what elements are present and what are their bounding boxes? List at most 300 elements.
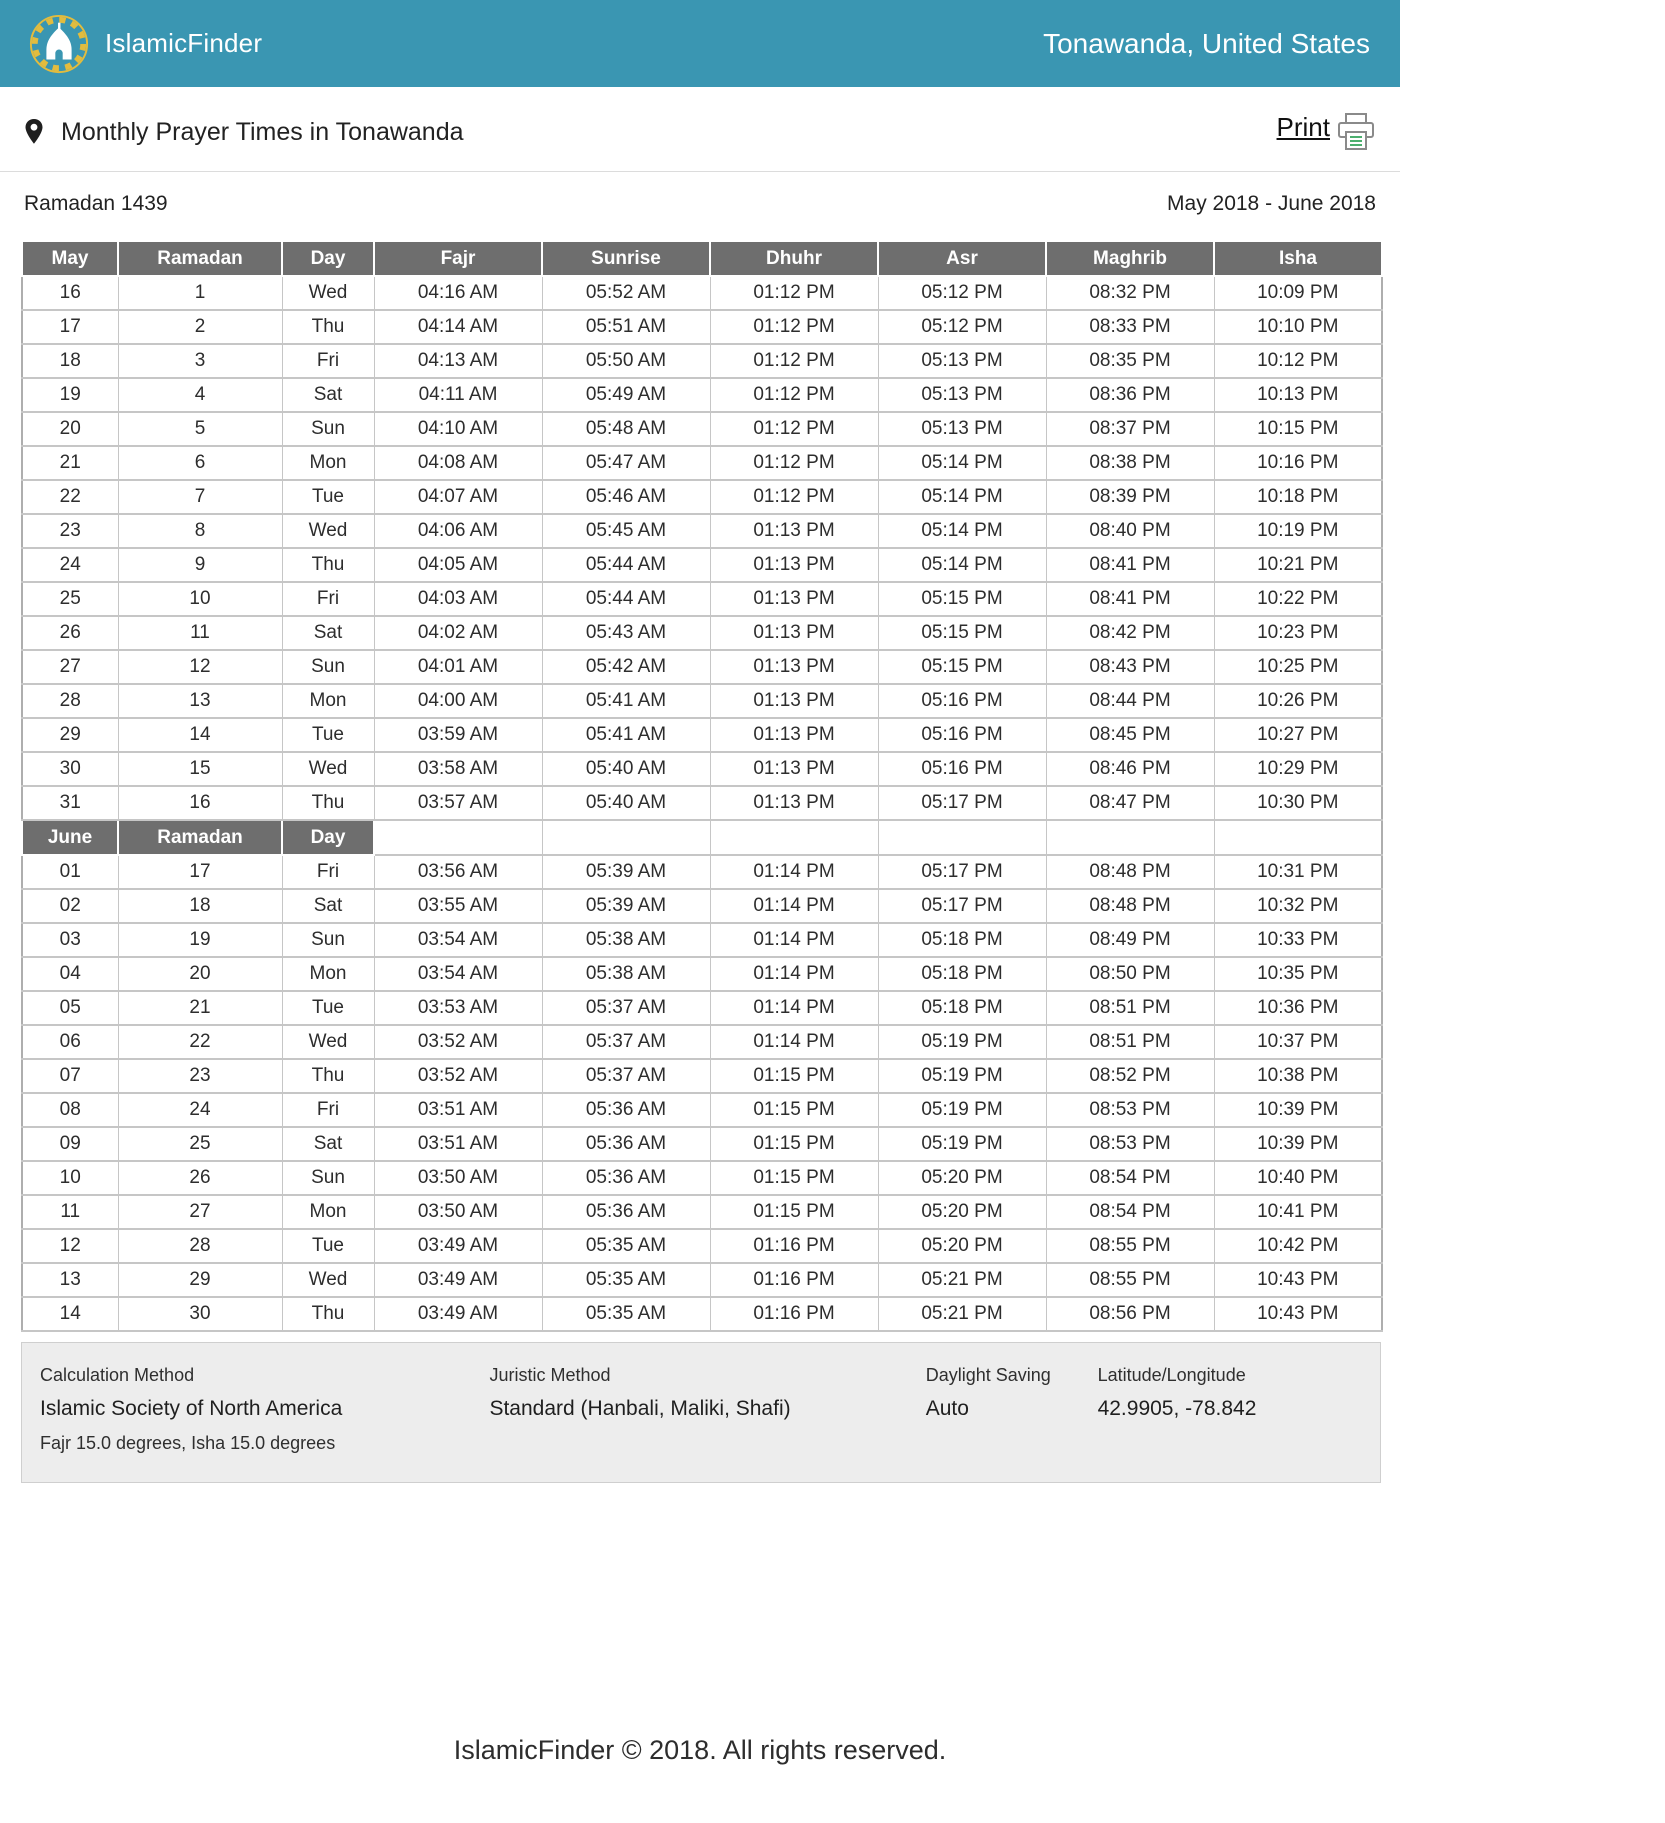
prayer-time-cell: 22	[22, 480, 118, 514]
prayer-time-cell: Mon	[282, 957, 374, 991]
table-row	[22, 991, 1382, 1025]
prayer-time-cell: 18	[118, 889, 282, 923]
prayer-time-cell: 04:00 AM	[374, 684, 542, 718]
prayer-time-cell: 07	[22, 1059, 118, 1093]
column-header: Ramadan	[118, 241, 282, 276]
prayer-time-cell: 01:14 PM	[710, 923, 878, 957]
prayer-time-cell: 05:35 AM	[542, 1297, 710, 1331]
table-row	[22, 855, 1382, 889]
prayer-time-cell: 08:55 PM	[1046, 1229, 1214, 1263]
table-row	[22, 718, 1382, 752]
mosque-ornament-icon	[28, 13, 90, 75]
prayer-time-cell: 08:37 PM	[1046, 412, 1214, 446]
prayer-time-cell: Wed	[282, 276, 374, 310]
prayer-time-cell: 04	[22, 957, 118, 991]
prayer-time-cell: 30	[118, 1297, 282, 1331]
prayer-time-cell: 13	[22, 1263, 118, 1297]
prayer-time-cell: 05:43 AM	[542, 616, 710, 650]
table-row	[22, 1297, 1382, 1331]
prayer-time-cell: 01:13 PM	[710, 752, 878, 786]
daylight-saving-value: Auto	[925, 1397, 969, 1420]
prayer-time-cell: Sat	[282, 1127, 374, 1161]
prayer-time-cell: Fri	[282, 1093, 374, 1127]
prayer-time-cell: 01:15 PM	[710, 1127, 878, 1161]
prayer-time-cell: 01:13 PM	[710, 514, 878, 548]
prayer-time-cell: 05:21 PM	[878, 1297, 1046, 1331]
empty-header-cell	[710, 820, 878, 855]
prayer-time-cell: 05:36 AM	[542, 1093, 710, 1127]
subheader-row	[0, 192, 1400, 216]
prayer-time-cell: 10	[22, 1161, 118, 1195]
table-row	[22, 378, 1382, 412]
prayer-time-cell: 03:50 AM	[374, 1161, 542, 1195]
column-header: Isha	[1214, 241, 1382, 276]
prayer-time-cell: 05:19 PM	[878, 1093, 1046, 1127]
prayer-time-cell: 03:54 AM	[374, 923, 542, 957]
table-row	[22, 1093, 1382, 1127]
prayer-time-cell: 10:36 PM	[1214, 991, 1382, 1025]
latlong-block	[1098, 1365, 1362, 1454]
calculation-method-value: Islamic Society of North America	[40, 1397, 343, 1420]
prayer-time-cell: 05:44 AM	[542, 548, 710, 582]
table-row	[22, 1127, 1382, 1161]
prayer-time-cell: 08:44 PM	[1046, 684, 1214, 718]
prayer-time-cell: 21	[118, 991, 282, 1025]
copyright-text: IslamicFinder © 2018. All rights reserved.	[453, 1735, 947, 1765]
prayer-time-cell: 06	[22, 1025, 118, 1059]
prayer-time-cell: 08:52 PM	[1046, 1059, 1214, 1093]
prayer-time-cell: 20	[118, 957, 282, 991]
prayer-time-cell: 05:15 PM	[878, 650, 1046, 684]
prayer-time-cell: 10:22 PM	[1214, 582, 1382, 616]
prayer-time-cell: 08:32 PM	[1046, 276, 1214, 310]
prayer-time-cell: 04:13 AM	[374, 344, 542, 378]
prayer-time-cell: 05:39 AM	[542, 889, 710, 923]
prayer-time-cell: 10:38 PM	[1214, 1059, 1382, 1093]
table-header-row	[22, 820, 1382, 855]
prayer-time-cell: 03:49 AM	[374, 1263, 542, 1297]
prayer-time-cell: 05:12 PM	[878, 276, 1046, 310]
prayer-time-cell: 04:06 AM	[374, 514, 542, 548]
column-header: Fajr	[374, 241, 542, 276]
prayer-time-cell: 01:12 PM	[710, 412, 878, 446]
prayer-time-cell: 05:12 PM	[878, 310, 1046, 344]
prayer-time-cell: 08:54 PM	[1046, 1195, 1214, 1229]
prayer-time-cell: 01:14 PM	[710, 889, 878, 923]
prayer-time-cell: 3	[118, 344, 282, 378]
prayer-time-cell: 10:33 PM	[1214, 923, 1382, 957]
prayer-time-cell: 08:38 PM	[1046, 446, 1214, 480]
prayer-time-cell: 01:16 PM	[710, 1297, 878, 1331]
prayer-time-cell: 10:43 PM	[1214, 1297, 1382, 1331]
prayer-time-cell: 05:50 AM	[542, 344, 710, 378]
prayer-time-cell: 26	[22, 616, 118, 650]
prayer-time-cell: 01:15 PM	[710, 1195, 878, 1229]
prayer-time-cell: 05:41 AM	[542, 684, 710, 718]
prayer-time-cell: 28	[118, 1229, 282, 1263]
calculation-method-block	[40, 1365, 489, 1454]
prayer-time-cell: 10:09 PM	[1214, 276, 1382, 310]
prayer-time-cell: 23	[118, 1059, 282, 1093]
prayer-time-cell: 05:51 AM	[542, 310, 710, 344]
prayer-time-cell: 10:10 PM	[1214, 310, 1382, 344]
prayer-time-cell: 08:54 PM	[1046, 1161, 1214, 1195]
prayer-time-cell: 03:57 AM	[374, 786, 542, 820]
prayer-time-cell: 03:55 AM	[374, 889, 542, 923]
prayer-time-cell: 05:40 AM	[542, 786, 710, 820]
prayer-time-cell: 10:39 PM	[1214, 1127, 1382, 1161]
prayer-time-cell: 03:49 AM	[374, 1297, 542, 1331]
column-header: June	[22, 820, 118, 855]
daylight-saving-block	[926, 1365, 1098, 1454]
prayer-time-cell: 10:16 PM	[1214, 446, 1382, 480]
prayer-time-cell: 31	[22, 786, 118, 820]
prayer-time-cell: 5	[118, 412, 282, 446]
prayer-time-cell: 03:58 AM	[374, 752, 542, 786]
prayer-time-cell: 05:37 AM	[542, 1025, 710, 1059]
prayer-time-cell: Thu	[282, 1297, 374, 1331]
table-row	[22, 548, 1382, 582]
prayer-time-cell: 7	[118, 480, 282, 514]
prayer-time-cell: 19	[118, 923, 282, 957]
prayer-time-cell: 10	[118, 582, 282, 616]
prayer-time-cell: 25	[118, 1127, 282, 1161]
prayer-time-cell: 05:35 AM	[542, 1263, 710, 1297]
prayer-time-cell: 04:03 AM	[374, 582, 542, 616]
prayer-time-cell: 10:23 PM	[1214, 616, 1382, 650]
prayer-time-cell: 22	[118, 1025, 282, 1059]
prayer-time-cell: 05:16 PM	[878, 684, 1046, 718]
prayer-time-cell: 05:52 AM	[542, 276, 710, 310]
prayer-time-cell: 25	[22, 582, 118, 616]
table-row	[22, 480, 1382, 514]
prayer-time-cell: 05:47 AM	[542, 446, 710, 480]
prayer-time-cell: 10:42 PM	[1214, 1229, 1382, 1263]
prayer-time-cell: 08:51 PM	[1046, 1025, 1214, 1059]
prayer-time-cell: 10:26 PM	[1214, 684, 1382, 718]
prayer-time-cell: 17	[22, 310, 118, 344]
table-row	[22, 1059, 1382, 1093]
column-header: Sunrise	[542, 241, 710, 276]
calculation-method-label: Calculation Method	[40, 1365, 195, 1385]
prayer-time-cell: 03:54 AM	[374, 957, 542, 991]
title-row	[0, 109, 1400, 155]
table-row	[22, 514, 1382, 548]
table-row	[22, 684, 1382, 718]
prayer-time-cell: 05:18 PM	[878, 923, 1046, 957]
prayer-time-cell: 2	[118, 310, 282, 344]
prayer-time-cell: 05:13 PM	[878, 412, 1046, 446]
prayer-time-cell: 03:59 AM	[374, 718, 542, 752]
prayer-time-cell: 13	[118, 684, 282, 718]
table-row	[22, 889, 1382, 923]
latlong-value: 42.9905, -78.842	[1097, 1397, 1257, 1420]
prayer-time-cell: 28	[22, 684, 118, 718]
prayer-time-cell: 01:12 PM	[710, 446, 878, 480]
table-row	[22, 1263, 1382, 1297]
prayer-time-cell: 01:13 PM	[710, 548, 878, 582]
prayer-time-cell: 10:29 PM	[1214, 752, 1382, 786]
prayer-time-cell: 04:05 AM	[374, 548, 542, 582]
print-button[interactable]	[1277, 112, 1376, 152]
prayer-time-cell: 05:18 PM	[878, 957, 1046, 991]
prayer-time-cell: Mon	[282, 446, 374, 480]
prayer-time-cell: 08:35 PM	[1046, 344, 1214, 378]
table-row	[22, 752, 1382, 786]
empty-header-cell	[1046, 820, 1214, 855]
prayer-time-cell: 8	[118, 514, 282, 548]
prayer-time-cell: Wed	[282, 752, 374, 786]
brand-logo[interactable]	[28, 13, 262, 75]
prayer-time-cell: 03:50 AM	[374, 1195, 542, 1229]
prayer-time-cell: 04:11 AM	[374, 378, 542, 412]
print-label[interactable]: Print	[1276, 112, 1330, 142]
prayer-time-cell: 10:18 PM	[1214, 480, 1382, 514]
hijri-month-label: Ramadan 1439	[24, 192, 168, 215]
prayer-time-cell: 05:17 PM	[878, 786, 1046, 820]
prayer-time-cell: 08:48 PM	[1046, 855, 1214, 889]
prayer-time-cell: 05:15 PM	[878, 616, 1046, 650]
prayer-time-cell: 01	[22, 855, 118, 889]
prayer-time-cell: 12	[22, 1229, 118, 1263]
prayer-time-cell: 01:12 PM	[710, 276, 878, 310]
prayer-time-cell: 4	[118, 378, 282, 412]
prayer-time-cell: 05:39 AM	[542, 855, 710, 889]
prayer-time-cell: 05:36 AM	[542, 1195, 710, 1229]
prayer-time-cell: 23	[22, 514, 118, 548]
table-row	[22, 1025, 1382, 1059]
prayer-time-cell: 05:38 AM	[542, 923, 710, 957]
prayer-time-cell: 08:39 PM	[1046, 480, 1214, 514]
table-row	[22, 650, 1382, 684]
prayer-time-cell: 08:51 PM	[1046, 991, 1214, 1025]
prayer-time-cell: 05:42 AM	[542, 650, 710, 684]
prayer-time-cell: 19	[22, 378, 118, 412]
prayer-time-cell: 10:25 PM	[1214, 650, 1382, 684]
column-header: Maghrib	[1046, 241, 1214, 276]
column-header: Asr	[878, 241, 1046, 276]
prayer-time-cell: 03:49 AM	[374, 1229, 542, 1263]
prayer-time-cell: 05:15 PM	[878, 582, 1046, 616]
prayer-time-cell: 27	[118, 1195, 282, 1229]
prayer-time-cell: Tue	[282, 718, 374, 752]
prayer-time-cell: 20	[22, 412, 118, 446]
prayer-time-cell: 05:20 PM	[878, 1161, 1046, 1195]
prayer-time-cell: 18	[22, 344, 118, 378]
prayer-time-cell: 05:14 PM	[878, 548, 1046, 582]
prayer-time-cell: 11	[22, 1195, 118, 1229]
prayer-time-cell: 16	[118, 786, 282, 820]
prayer-time-cell: 01:13 PM	[710, 786, 878, 820]
prayer-time-cell: 01:13 PM	[710, 684, 878, 718]
prayer-time-cell: 04:01 AM	[374, 650, 542, 684]
prayer-time-cell: 05:20 PM	[878, 1229, 1046, 1263]
prayer-time-cell: 10:35 PM	[1214, 957, 1382, 991]
prayer-time-cell: 08:40 PM	[1046, 514, 1214, 548]
prayer-time-cell: 1	[118, 276, 282, 310]
prayer-time-cell: 9	[118, 548, 282, 582]
prayer-time-cell: 03:56 AM	[374, 855, 542, 889]
column-header: Ramadan	[118, 820, 282, 855]
prayer-time-cell: 01:13 PM	[710, 718, 878, 752]
prayer-time-cell: 04:10 AM	[374, 412, 542, 446]
prayer-time-cell: 08:53 PM	[1046, 1093, 1214, 1127]
prayer-time-cell: 08:50 PM	[1046, 957, 1214, 991]
prayer-time-cell: Thu	[282, 1059, 374, 1093]
printer-icon[interactable]	[1336, 112, 1376, 152]
prayer-time-cell: 05:37 AM	[542, 1059, 710, 1093]
prayer-time-cell: 05:36 AM	[542, 1127, 710, 1161]
prayer-time-cell: 05:16 PM	[878, 752, 1046, 786]
prayer-time-cell: 03:51 AM	[374, 1127, 542, 1161]
prayer-time-cell: 04:02 AM	[374, 616, 542, 650]
prayer-time-cell: Fri	[282, 855, 374, 889]
prayer-time-cell: 01:15 PM	[710, 1161, 878, 1195]
prayer-time-cell: 05:17 PM	[878, 889, 1046, 923]
prayer-time-cell: 05:48 AM	[542, 412, 710, 446]
table-row	[22, 616, 1382, 650]
prayer-time-cell: Thu	[282, 310, 374, 344]
prayer-time-cell: 01:13 PM	[710, 650, 878, 684]
prayer-time-cell: 05:14 PM	[878, 514, 1046, 548]
prayer-time-cell: 01:14 PM	[710, 1025, 878, 1059]
prayer-time-cell: 27	[22, 650, 118, 684]
prayer-time-cell: 10:37 PM	[1214, 1025, 1382, 1059]
table-row	[22, 344, 1382, 378]
prayer-time-cell: 24	[118, 1093, 282, 1127]
prayer-time-cell: 08:41 PM	[1046, 582, 1214, 616]
prayer-time-cell: 05:18 PM	[878, 991, 1046, 1025]
table-row	[22, 412, 1382, 446]
prayer-time-cell: 03:52 AM	[374, 1025, 542, 1059]
prayer-time-cell: 05:45 AM	[542, 514, 710, 548]
prayer-time-cell: 08:45 PM	[1046, 718, 1214, 752]
prayer-time-cell: 01:12 PM	[710, 378, 878, 412]
prayer-time-cell: Wed	[282, 1263, 374, 1297]
prayer-time-cell: 21	[22, 446, 118, 480]
prayer-time-cell: 01:14 PM	[710, 855, 878, 889]
prayer-time-cell: 05:19 PM	[878, 1059, 1046, 1093]
prayer-time-cell: 16	[22, 276, 118, 310]
prayer-times-table	[21, 240, 1383, 1332]
prayer-time-cell: 01:15 PM	[710, 1093, 878, 1127]
prayer-time-cell: 01:12 PM	[710, 480, 878, 514]
prayer-time-cell: 01:16 PM	[710, 1263, 878, 1297]
latlong-label: Latitude/Longitude	[1097, 1365, 1246, 1385]
prayer-time-cell: 26	[118, 1161, 282, 1195]
prayer-time-cell: 04:08 AM	[374, 446, 542, 480]
prayer-time-cell: 08:47 PM	[1046, 786, 1214, 820]
prayer-time-cell: 03:51 AM	[374, 1093, 542, 1127]
prayer-time-cell: Wed	[282, 514, 374, 548]
prayer-time-cell: 02	[22, 889, 118, 923]
prayer-time-cell: 05:19 PM	[878, 1127, 1046, 1161]
prayer-time-cell: 05:14 PM	[878, 446, 1046, 480]
table-row	[22, 582, 1382, 616]
prayer-time-cell: 03:52 AM	[374, 1059, 542, 1093]
settings-box	[21, 1342, 1381, 1483]
divider	[0, 171, 1400, 172]
prayer-time-cell: 10:39 PM	[1214, 1093, 1382, 1127]
prayer-time-cell: 05:21 PM	[878, 1263, 1046, 1297]
column-header: Dhuhr	[710, 241, 878, 276]
prayer-time-cell: Wed	[282, 1025, 374, 1059]
prayer-time-cell: 04:16 AM	[374, 276, 542, 310]
prayer-time-cell: 05:36 AM	[542, 1161, 710, 1195]
prayer-time-cell: 08:43 PM	[1046, 650, 1214, 684]
prayer-time-cell: Tue	[282, 480, 374, 514]
date-range-label: May 2018 - June 2018	[1167, 192, 1376, 215]
empty-header-cell	[878, 820, 1046, 855]
column-header: May	[22, 241, 118, 276]
prayer-time-cell: 05	[22, 991, 118, 1025]
prayer-time-cell: 10:32 PM	[1214, 889, 1382, 923]
prayer-time-cell: 03	[22, 923, 118, 957]
prayer-time-cell: 09	[22, 1127, 118, 1161]
prayer-time-cell: Sat	[282, 616, 374, 650]
prayer-time-cell: 10:12 PM	[1214, 344, 1382, 378]
top-bar	[0, 0, 1400, 87]
location-pin-icon	[24, 118, 44, 146]
prayer-time-cell: Sun	[282, 1161, 374, 1195]
prayer-time-cell: Sun	[282, 412, 374, 446]
prayer-time-cell: 29	[118, 1263, 282, 1297]
prayer-time-cell: 05:35 AM	[542, 1229, 710, 1263]
prayer-time-cell: 14	[22, 1297, 118, 1331]
prayer-time-cell: 11	[118, 616, 282, 650]
prayer-time-cell: Sat	[282, 889, 374, 923]
prayer-time-cell: 05:37 AM	[542, 991, 710, 1025]
prayer-time-cell: Tue	[282, 991, 374, 1025]
prayer-time-cell: 05:40 AM	[542, 752, 710, 786]
table-row	[22, 276, 1382, 310]
prayer-time-cell: 01:13 PM	[710, 616, 878, 650]
column-header: Day	[282, 820, 374, 855]
prayer-time-cell: 08:48 PM	[1046, 889, 1214, 923]
prayer-time-cell: 05:46 AM	[542, 480, 710, 514]
prayer-time-cell: 05:20 PM	[878, 1195, 1046, 1229]
prayer-time-cell: 30	[22, 752, 118, 786]
prayer-time-cell: Tue	[282, 1229, 374, 1263]
prayer-time-cell: 08:42 PM	[1046, 616, 1214, 650]
prayer-time-cell: 10:15 PM	[1214, 412, 1382, 446]
prayer-time-cell: 10:31 PM	[1214, 855, 1382, 889]
empty-header-cell	[1214, 820, 1382, 855]
juristic-method-block	[489, 1365, 925, 1454]
prayer-time-cell: 05:17 PM	[878, 855, 1046, 889]
prayer-time-cell: Thu	[282, 786, 374, 820]
page-title: Monthly Prayer Times in Tonawanda	[61, 117, 464, 146]
prayer-time-cell: 17	[118, 855, 282, 889]
prayer-time-cell: 01:14 PM	[710, 991, 878, 1025]
prayer-time-cell: 10:27 PM	[1214, 718, 1382, 752]
prayer-time-cell: 01:12 PM	[710, 310, 878, 344]
prayer-time-cell: Mon	[282, 1195, 374, 1229]
prayer-time-cell: 08:53 PM	[1046, 1127, 1214, 1161]
table-row	[22, 923, 1382, 957]
location-label: Tonawanda, United States	[1043, 27, 1370, 59]
calculation-method-detail: Fajr 15.0 degrees, Isha 15.0 degrees	[40, 1433, 336, 1453]
prayer-time-cell: 10:41 PM	[1214, 1195, 1382, 1229]
prayer-time-cell: Fri	[282, 582, 374, 616]
prayer-time-cell: 04:07 AM	[374, 480, 542, 514]
daylight-saving-label: Daylight Saving	[925, 1365, 1051, 1385]
juristic-method-label: Juristic Method	[489, 1365, 611, 1385]
prayer-time-cell: 05:38 AM	[542, 957, 710, 991]
prayer-time-cell: 05:44 AM	[542, 582, 710, 616]
prayer-time-cell: 24	[22, 548, 118, 582]
prayer-time-cell: 08:56 PM	[1046, 1297, 1214, 1331]
